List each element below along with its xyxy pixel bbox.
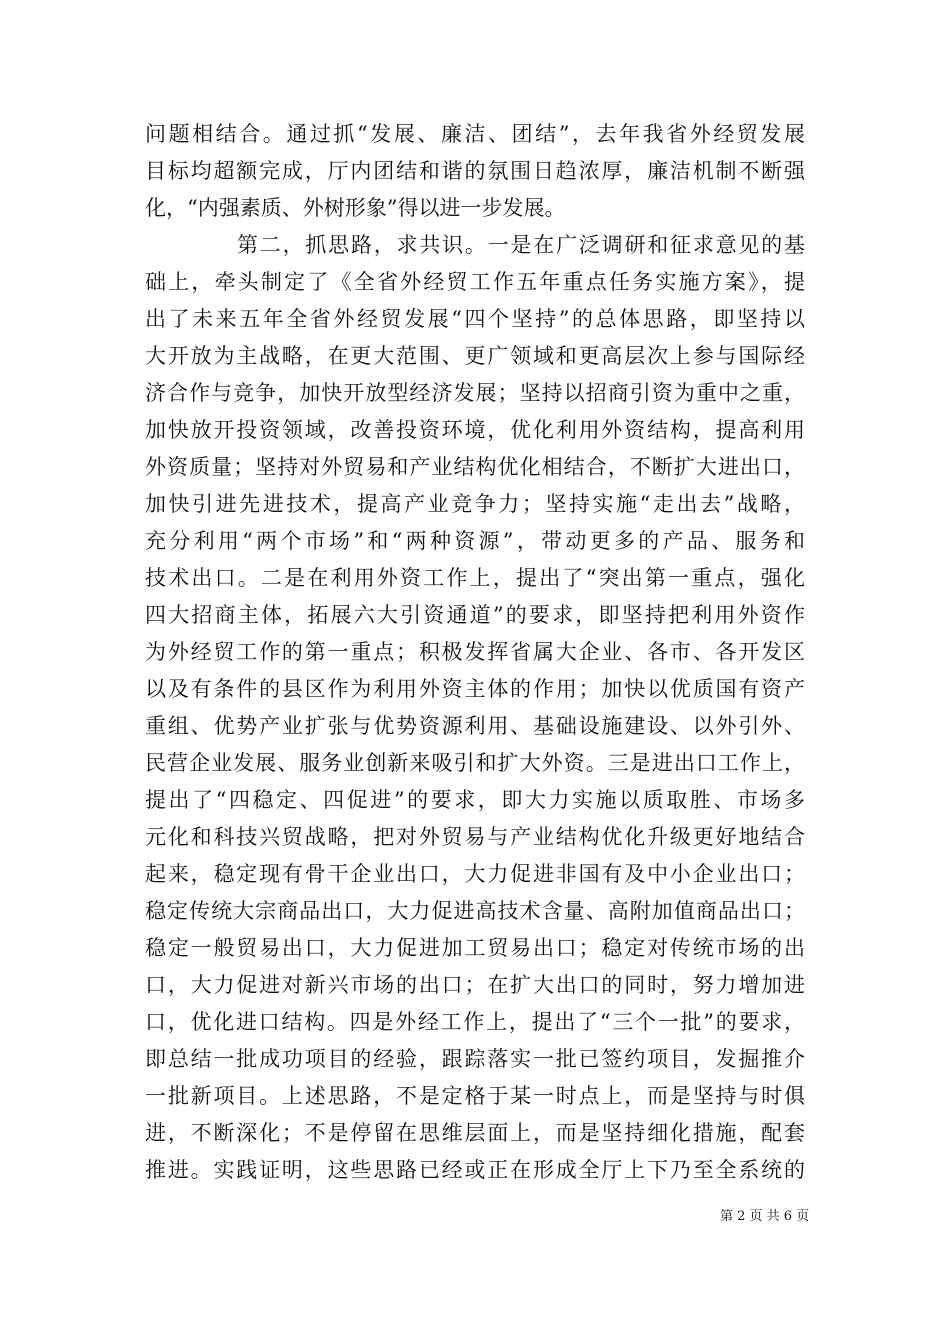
- text-line: 重组、优势产业扩张与优势资源利用、基础设施建设、以外引外、: [145, 714, 805, 738]
- text-line: 四大招商主体，拓展六大引资通道”的要求，即坚持把利用外资作: [145, 603, 805, 627]
- text-line: 化，“内强素质、外树形象”得以进一步发展。: [145, 196, 566, 220]
- text-line: 民营企业发展、服务业创新来吸引和扩大外资。三是进出口工作上，: [145, 751, 805, 775]
- text-line: 济合作与竞争，加快开放型经济发展；坚持以招商引资为重中之重，: [145, 381, 805, 405]
- page-number: 第 2 页 共 6 页: [720, 1209, 810, 1224]
- text-line: 大开放为主战略，在更大范围、更广领域和更高层次上参与国际经: [145, 344, 805, 368]
- text-line: 问题相结合。通过抓“发展、廉洁、团结”，去年我省外经贸发展: [145, 122, 805, 146]
- text-line: 加快引进先进技术，提高产业竞争力；坚持实施“走出去”战略，: [145, 492, 805, 516]
- body-text: [145, 116, 805, 1189]
- text-line: 进，不断深化；不是停留在思维层面上，而是坚持细化措施，配套: [145, 1121, 805, 1145]
- text-line: 稳定一般贸易出口，大力促进加工贸易出口；稳定对传统市场的出: [145, 936, 805, 960]
- text-line: 目标均超额完成，厅内团结和谐的氛围日趋浓厚，廉洁机制不断强: [145, 159, 805, 183]
- text-line: 一批新项目。上述思路，不是定格于某一时点上，而是坚持与时俱: [145, 1084, 805, 1108]
- text-line: 外资质量；坚持对外贸易和产业结构优化相结合，不断扩大进出口，: [145, 455, 805, 479]
- text-line: 口，大力促进对新兴市场的出口；在扩大出口的同时，努力增加进: [145, 973, 805, 997]
- text-line: 以及有条件的县区作为利用外资主体的作用；加快以优质国有资产: [145, 677, 805, 701]
- text-line: 稳定传统大宗商品出口，大力促进高技术含量、高附加值商品出口；: [145, 899, 805, 923]
- text-line: 口，优化进口结构。四是外经工作上，提出了“三个一批”的要求，: [145, 1010, 805, 1034]
- text-line: 推进。实践证明，这些思路已经或正在形成全厅上下乃至全系统的: [145, 1158, 805, 1182]
- text-line: 元化和科技兴贸战略，把对外贸易与产业结构优化升级更好地结合: [145, 825, 805, 849]
- text-line: 出了未来五年全省外经贸发展“四个坚持”的总体思路，即坚持以: [145, 307, 805, 331]
- text-line: 充分利用“两个市场”和“两种资源”，带动更多的产品、服务和: [145, 529, 805, 553]
- text-line: 技术出口。二是在利用外资工作上，提出了“突出第一重点，强化: [145, 566, 805, 590]
- text-line: 提出了“四稳定、四促进”的要求，即大力实施以质取胜、市场多: [145, 788, 805, 812]
- text-line: 为外经贸工作的第一重点；积极发挥省属大企业、各市、各开发区: [145, 640, 805, 664]
- text-line: 础上，牵头制定了《全省外经贸工作五年重点任务实施方案》，提: [145, 270, 805, 294]
- text-line: 即总结一批成功项目的经验，跟踪落实一批已签约项目，发掘推介: [145, 1047, 805, 1071]
- text-line: 第二，抓思路，求共识。一是在广泛调研和征求意见的基: [237, 233, 805, 257]
- text-line: 起来，稳定现有骨干企业出口，大力促进非国有及中小企业出口；: [145, 862, 805, 886]
- text-line: 加快放开投资领域，改善投资环境，优化利用外资结构，提高利用: [145, 418, 805, 442]
